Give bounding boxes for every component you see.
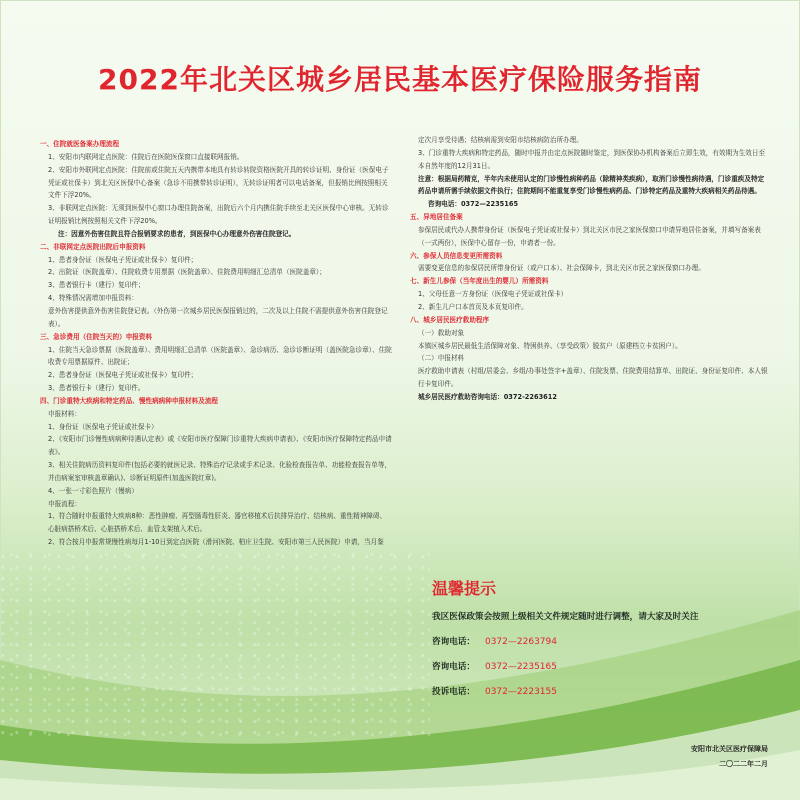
consult-line-1 [432,635,782,647]
section-4-continued: 定次月享受待遇；结核病需到安阳市结核病防治所办理。 [418,136,583,144]
section-6-heading: 六、参保人员信息变更所需资料 [410,251,503,260]
section-3-item-2: 2、患者身份证（医保电子凭证或社保卡）复印件； [48,371,198,380]
section-4-note: 注意：根据局药精克，半年内未使用认定的门诊慢性病种药品（除精神类疾病），取消门诊慢性病待遇，门诊重疾及特定药品申请所需手续依据文件执行；住院期间不能重复享受门诊慢性病药品、门诊特定药品及重特大疾病相关药品待遇。 [418,174,765,196]
section-8-phone: 城乡居民医疗救助咨询电话：0372-2263612 [418,392,557,401]
section-4-subheading-materials: 申报材料： [48,409,81,418]
section-3-heading: 三、急诊费用（住院当天的）申报资料 [40,332,153,341]
warm-tips [432,610,782,710]
section-5-item-1: 参保居民或代办人携带身份证（医保电子凭证或社保卡）到北关区市民之家医保窗口申请异地居住备案，并填写备案表（一式两份），医保中心留存一份，申请者一份。 [418,225,761,247]
consult-label-1: 咨询电话： [432,637,475,647]
left-column [40,138,392,549]
section-4-item-6: 2、符合按月申报常规慢性病每月1-10日到定点医院（滑河医院、柏庄卫生院、安阳市第三人民医院）申请，当月鉴 [48,538,384,547]
section-8-item-2: 医疗救助申请表（村组/居委会、乡组/办事处签字+盖章）、住院发票、住院费用结算单、出院证、身份证复印件、本人银行卡复印件。 [418,367,768,389]
section-4-item-1: 1、身份证（医保电子凭证或社保卡） [48,422,158,431]
section-1-heading: 一、住院就医备案办理流程 [40,140,120,148]
sparkle-decoration [0,550,430,740]
section-1-item-1: 1、安阳市内联网定点医院：住院后在医院医保窗口直接联网报销。 [48,152,244,161]
consult-number-1: 0372—2263794 [484,637,557,647]
consult-phone-1: 咨询电话：0372—2235165 [428,200,519,209]
section-2-item-1: 1、患者身份证（医保电子凭证或社保卡）复印件； [48,255,198,264]
section-4-item-3: 3、相关住院病历资料复印件(包括必要的就医记录、特殊治疗记录或手术记录、化验检查报告单、功能检查报告单等，并由病案室审核盖章确认)、诊断证明原件(加盖医院红章)。 [48,461,392,482]
signature-block [691,742,768,773]
section-8-subheading-2: （二）申报材料 [418,354,465,363]
consult-label-2: 咨询电话： [432,662,475,672]
right-column [410,134,770,404]
warm-tips-text: 我区医保政策会按照上级相关文件规定随时进行调整，请大家及时关注 [432,612,699,622]
section-7-item-2: 2、新生儿户口本首页及本页复印件。 [418,302,528,311]
section-4-item-2: 2、《安阳市门诊慢性病病种待遇认定表》或《安阳市医疗保障门诊重特大疾病申请表》、《安阳市医疗保障特定药品申请表》。 [48,435,392,457]
section-2-item-2: 2、出院证（医院盖章）、住院收费专用票据（医院盖章）、住院费用明细汇总清单（医院盖章）； [48,268,326,277]
warm-tips-heading: 温馨提示 [432,579,497,598]
section-2-item-3: 3、患者银行卡（建行）复印件； [48,281,145,290]
page-title: 2022年北关区城乡居民基本医疗保险服务指南 [98,63,702,96]
section-2-item-4: 4、特殊情况需增加申报资料： [48,294,138,303]
section-4-heading: 四、门诊重特大疾病和特定药品、慢性病病种申报材料及流程 [40,396,219,405]
issue-date: 二〇二二年二月 [719,760,768,769]
consult-number-2: 0372—2235165 [484,662,557,672]
complaint-label: 投诉电话： [432,687,475,697]
section-1-note: 注：因意外伤害住院且符合报销要求的患者，到医保中心办理意外伤害住院登记。 [58,229,296,238]
section-3-item-1: 1、住院当天急诊票据（医院盖章）、费用明细汇总清单（医院盖章）、急诊病历、急诊诊断证明（盖医院急诊章）、住院收费专用票据原件、出院证； [48,345,392,367]
consult-line-2 [432,660,782,672]
section-4-item-5: 1、符合随时申报重特大疾病8种：恶性肿瘤、再型肠毒性肝炎、器官移植术后抗排异治疗、结核病、重性精神障碍、心脏病搭桥术后、心脏搭桥术后、血管支架植入术后。 [48,512,387,534]
issuing-organization: 安阳市北关区医疗保障局 [691,745,768,753]
section-7-heading: 七、新生儿参保（当年度出生的婴儿）所需资料 [410,277,549,286]
section-4-subheading-process: 申报流程： [48,499,81,508]
section-1-item-2: 2、安阳市外联网定点医院：住院前或住院五天内携带本地具有转诊转院资格医院开具的转诊证明、身份证（医保电子凭证或社保卡）到北关区医保中心备案（急诊不用携带转诊证明），无转诊证明者可以电话备案，但报销比例按照相关文件下浮20%。 [48,165,389,200]
section-4-item-7: 3、门诊重特大疾病和特定药品，随时申报并由定点医院随时鉴定，到医保协办机构备案后立即生效，有效期为生效日至本自然年度的12月31日。 [418,148,766,170]
section-8-subheading-1: （一）救助对象 [418,328,465,337]
complaint-number: 0372—2223155 [484,687,557,697]
section-8-item-1: 本镇区城乡居民最低生活保障对象、特困供养、（享受政策）脱贫户（原建档立卡贫困户）。 [418,341,682,350]
section-4-item-4: 4、一张一寸彩色照片（慢病） [48,486,138,495]
section-3-item-3: 3、患者银行卡（建行）复印件。 [48,384,145,393]
complaint-line [432,685,782,697]
section-8-heading: 八、城乡居民医疗救助程序 [410,315,490,324]
section-6-item-1: 需要变更信息的参保居民所带身份证（或户口本）、社会保障卡，到北关区市民之家医保窗口办理。 [418,264,705,273]
section-5-heading: 五、异地居住备案 [410,213,463,222]
section-2-item-5: 意外伤害提供意外伤害住院登记表。（外伤第一次城乡居民医保报销过的，二次及以上住院不需提供意外伤害住院登记表）。 [48,306,388,328]
section-1-item-3: 3、非联网定点医院：无须到医保中心窗口办理住院备案，出院后六个月内携住院手续至北关区医保中心审核。无转诊证明报销比例按照相关文件下浮20%。 [48,204,389,226]
section-7-item-1: 1、父母任意一方身份证（医保电子凭证或社保卡） [418,290,568,299]
section-2-heading: 二、非联网定点医院出院后申报资料 [40,242,146,251]
